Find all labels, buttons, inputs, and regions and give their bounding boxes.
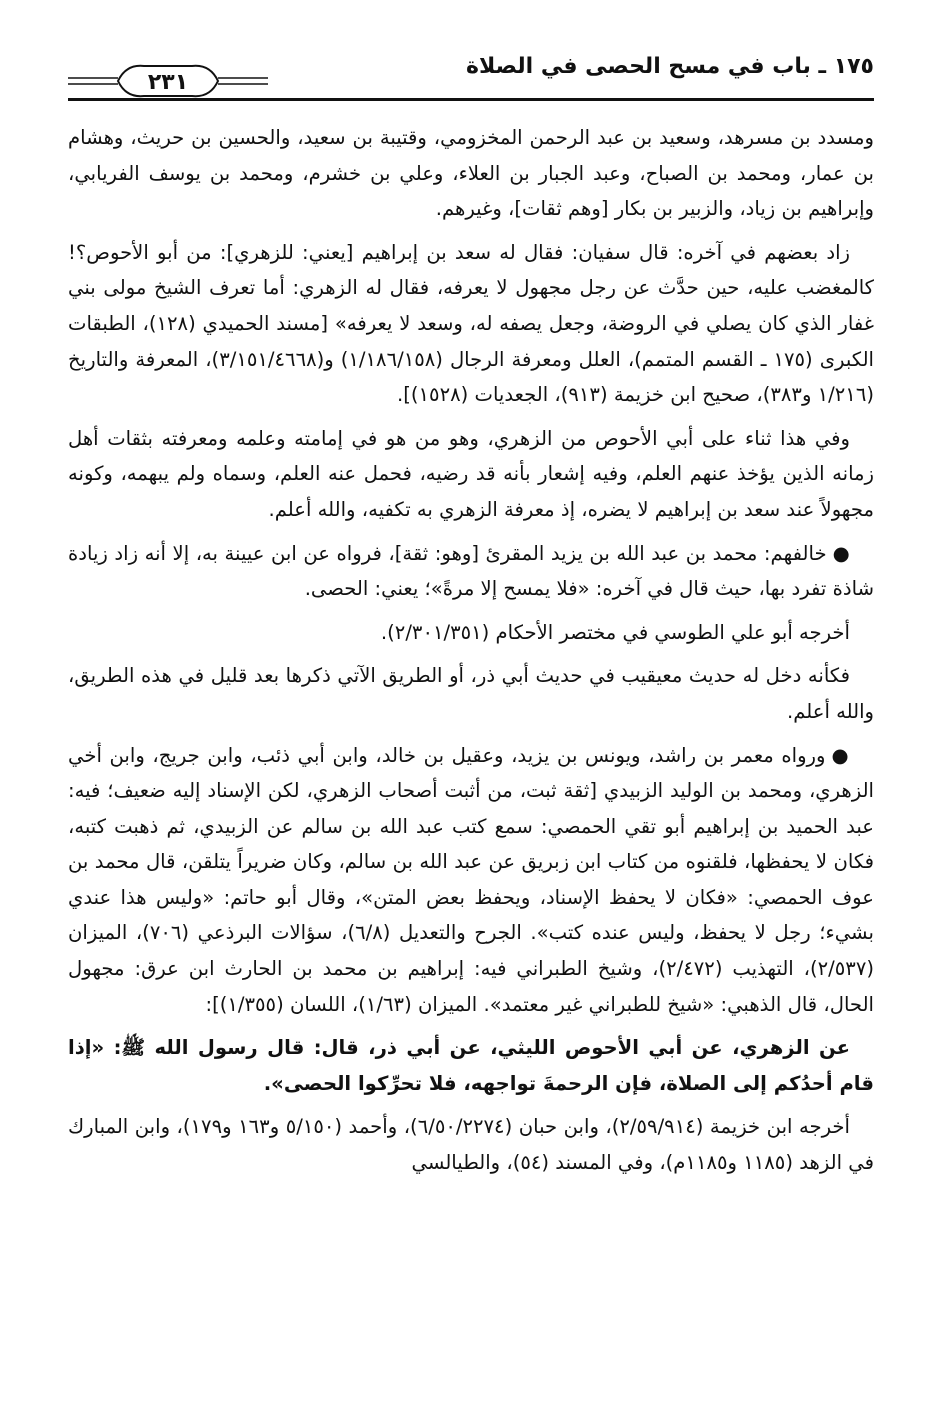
bullet-icon: ● — [831, 743, 850, 767]
paragraph-text: ومسدد بن مسرهد، وسعيد بن عبد الرحمن المخزومي، وقتيبة بن سعيد، والحسين بن حريث، وهشام بن عمار، ومحمد بن الصباح، وعبد الجبار بن العلاء، وعلي بن خشرم، ومحمد بن يوسف الفريابي، وإبراهيم بن زياد، والزبير بن بكار [وهم ثقات]، وغيرهم. — [68, 126, 874, 221]
chapter-title: ١٧٥ ـ باب في مسح الحصى في الصلاة — [465, 54, 874, 79]
paragraph-text: عن الزهري، عن أبي الأحوص الليثي، عن أبي ذر، قال: قال رسول الله ﷺ: «إذا قام أحدُكم إلى الصلاة، فإن الرحمةَ تواجهه، فلا تحرِّكوا الحصى». — [68, 1036, 874, 1095]
paragraph — [68, 615, 874, 651]
paragraph — [68, 536, 874, 607]
body-text — [68, 120, 874, 1189]
paragraph-text: أخرجه ابن خزيمة (٢/٥٩/٩١٤)، وابن حبان (٦/٥٠/٢٢٧٤)، وأحمد (٥/١٥٠ و١٦٣ و١٧٩)، وابن المبارك في الزهد (١١٨٥ و١١٨٥م)، وفي المسند (٥٤)، والطيالسي — [68, 1115, 874, 1175]
page-header — [68, 40, 874, 102]
page-number: ٢٣١ — [147, 70, 189, 95]
bullet-icon: ● — [832, 541, 850, 565]
paragraph-text: ورواه معمر بن راشد، ويونس بن يزيد، وعقيل بن خالد، وابن أبي ذئب، وابن جريج، وابن أخي الزهري، ومحمد بن الوليد الزبيدي [ثقة ثبت، من أثبت أصحاب الزهري، لكن الإسناد إليه ضعيف؛ فيه: عبد الحميد بن إبراهيم أبو تقي الحمصي: سمع كتب عبد الله بن سالم عن الزبيدي، ثم ذهبت كتبه، فكان لا يحفظها، فلقنوه من كتاب ابن زبريق عن عبد الله بن سالم، وكان ضريراً يتلقن، قال محمد بن عوف الحمصي: «فكان لا يحفظ الإسناد، ويحفظ بعض المتن»، وقال أبو حاتم: «وليس هذا عندي بشيء؛ رجل لا يحفظ، وليس عنده كتب». الجرح والتعديل (٦/٨)، سؤالات البرذعي (٧٠٦)، الميزان (٢/٥٣٧)، التهذيب (٢/٤٧٢)، وشيخ الطبراني فيه: إبراهيم بن محمد بن الحارث ابن عرق: مجهول الحال، قال الذهبي: «شيخ للطبراني غير معتمد». الميزان (١/٦٣)، اللسان (١/٣٥٥)]: — [68, 743, 875, 1016]
header-rule — [68, 98, 874, 101]
paragraph-text: أخرجه أبو علي الطوسي في مختصر الأحكام (٢/٣٠١/٣٥١). — [380, 620, 850, 644]
paragraph-text: وفي هذا ثناء على أبي الأحوص من الزهري، وهو من هو في إمامته وعلمه ومعرفته بثقات أهل زمانه الذين يؤخذ عنهم العلم، وفيه إشعار بأنه قد رضيه، فحمل عنه العلم، وسماه ولم يبهمه، وكونه مجهولاً عند سعد بن إبراهيم لا يضره، إذ معرفة الزهري به تكفيه، والله أعلم. — [68, 426, 874, 521]
paragraph — [68, 1109, 874, 1180]
paragraph — [68, 421, 874, 528]
hadith-paragraph — [68, 1030, 874, 1101]
paragraph — [68, 235, 874, 413]
paragraph — [68, 120, 874, 227]
paragraph-text: خالفهم: محمد بن عبد الله بن يزيد المقرئ [وهو: ثقة]، فرواه عن ابن عيينة به، إلا أنه زاد زيادة شاذة تفرد بها، حيث قال في آخره: «فلا يمسح إلا مرةً»؛ يعني: الحصى. — [68, 541, 874, 601]
paragraph-text: زاد بعضهم في آخره: قال سفيان: فقال له سعد بن إبراهيم [يعني: للزهري]: من أبو الأحوص؟! كالمغضب عليه، حين حدَّث عن رجل مجهول لا يعرفه، فقال له الزهري: أما تعرف الشيخ مولى بني غفار الذي كان يصلي في الروضة، وجعل يصفه له، وسعد لا يعرفه» [مسند الحميدي (١٢٨)، الطبقات الكبرى (١٧٥ ـ القسم المتمم)، العلل ومعرفة الرجال (١/١٨٦/١٥٨) و(٣/١٥١/٤٦٦٨)، المعرفة والتاريخ (١/٢١٦ و٣٨٣)، صحيح ابن خزيمة (٩١٣)، الجعديات (١٥٢٨)]. — [68, 240, 875, 407]
paragraph — [68, 658, 874, 729]
paragraph-text: فكأنه دخل له حديث معيقيب في حديث أبي ذر، أو الطريق الآتي ذكرها بعد قليل في هذه الطريق، والله أعلم. — [68, 664, 874, 723]
paragraph — [68, 738, 874, 1023]
